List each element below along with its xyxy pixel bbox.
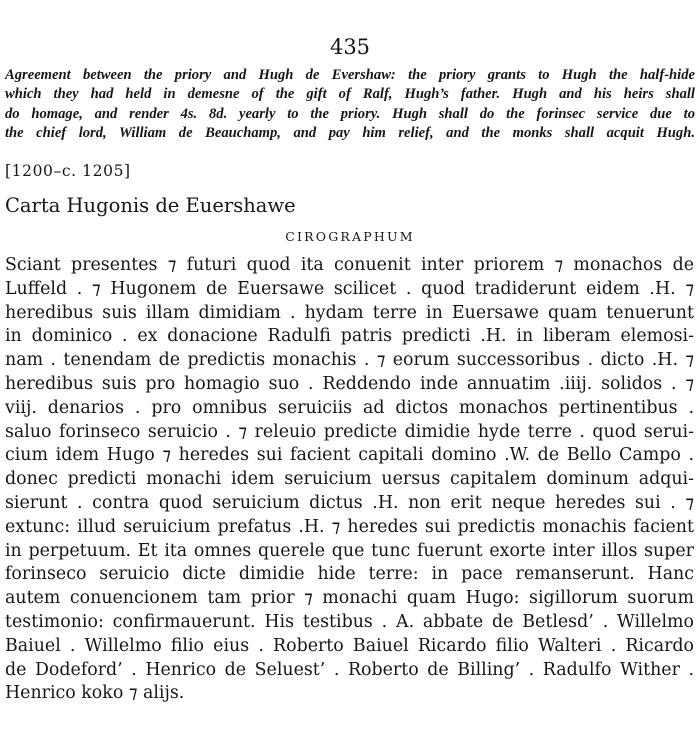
summary-line: Agreement between the priory and Hugh de Evershaw: the priory grants to Hugh the half-hide (5, 67, 695, 83)
text-line: heredibus suis illam dimidiam . hydam terre in Euersawe quam tenuerunt (5, 302, 694, 323)
text-line: Baiuel . Willelmo filio eius . Roberto Baiuel Ricardo filio Walteri . Ricardo (5, 635, 694, 656)
text-line: sierunt . contra quod seruicium dictus .H. non erit neque heredes sui . ⁊ (5, 492, 694, 513)
text-line: extunc: illud seruicium prefatus .H. ⁊ heredes sui predictis monachis facient (5, 516, 694, 537)
text-line: Henrico koko ⁊ alijs. (5, 683, 185, 704)
document-summary (5, 66, 695, 143)
text-line: nam . tenendam de predictis monachis . ⁊ eorum successoribus . dicto .H. ⁊ (5, 350, 694, 371)
document-date: [1200–c. 1205] (5, 162, 131, 180)
text-line: cium idem Hugo ⁊ heredes sui facient capitali domino .W. de Bello Campo . (5, 445, 694, 466)
text-line: forinseco seruicio dicte dimidie hide terre: in pace remanserunt. Hanc (5, 564, 694, 585)
summary-line: which they had held in demesne of the gift of Ralf, Hugh’s father. Hugh and his heirs shall (5, 86, 695, 103)
charter-text (5, 254, 694, 706)
text-line: in perpetuum. Et ita omnes querele que tunc fuerunt exorte inter illos super (5, 540, 694, 561)
charter-heading: Carta Hugonis de Euershawe (5, 194, 296, 217)
text-line: testimonio: confirmauerunt. His testibus . A. abbate de Betlesd’ . Willelmo (5, 611, 694, 632)
summary-line: do homage, and render 4s. 8d. yearly to the priory. Hugh shall do the forinsec service due to (5, 105, 695, 122)
text-line: saluo forinseco seruicio . ⁊ releuio predicte dimidie hyde terre . quod serui- (5, 421, 694, 442)
text-line: donec predicti monachi idem seruicium uersus capitalem dominum adqui- (5, 469, 694, 490)
text-line: in dominico . ex donacione Radulfi patris predicti .H. in liberam elemosi- (5, 326, 694, 347)
text-line: Luffeld . ⁊ Hugonem de Euersawe scilicet . quod tradiderunt eidem .H. ⁊ (5, 278, 694, 299)
text-line: autem conuencionem tam prior ⁊ monachi quam Hugo: sigillorum suorum (5, 588, 694, 609)
text-line: heredibus suis pro homagio suo . Reddendo inde annuatim .iiij. solidos . ⁊ (5, 373, 694, 394)
summary-line: the chief lord, William de Beauchamp, and pay him relief, and the monks shall acquit Hugh. (5, 124, 695, 141)
text-line: viij. denarios . pro omnibus seruiciis ad dictos monachos pertinentibus . (5, 397, 694, 418)
text-line: Sciant presentes ⁊ futuri quod ita conuenit inter priorem ⁊ monachos de (5, 255, 694, 275)
text-line: de Dodeford’ . Henrico de Seluest’ . Roberto de Billing’ . Radulfo Wither . (5, 659, 694, 680)
chirograph-label: CIROGRAPHUM (285, 229, 415, 244)
page-number: 435 (329, 35, 371, 59)
